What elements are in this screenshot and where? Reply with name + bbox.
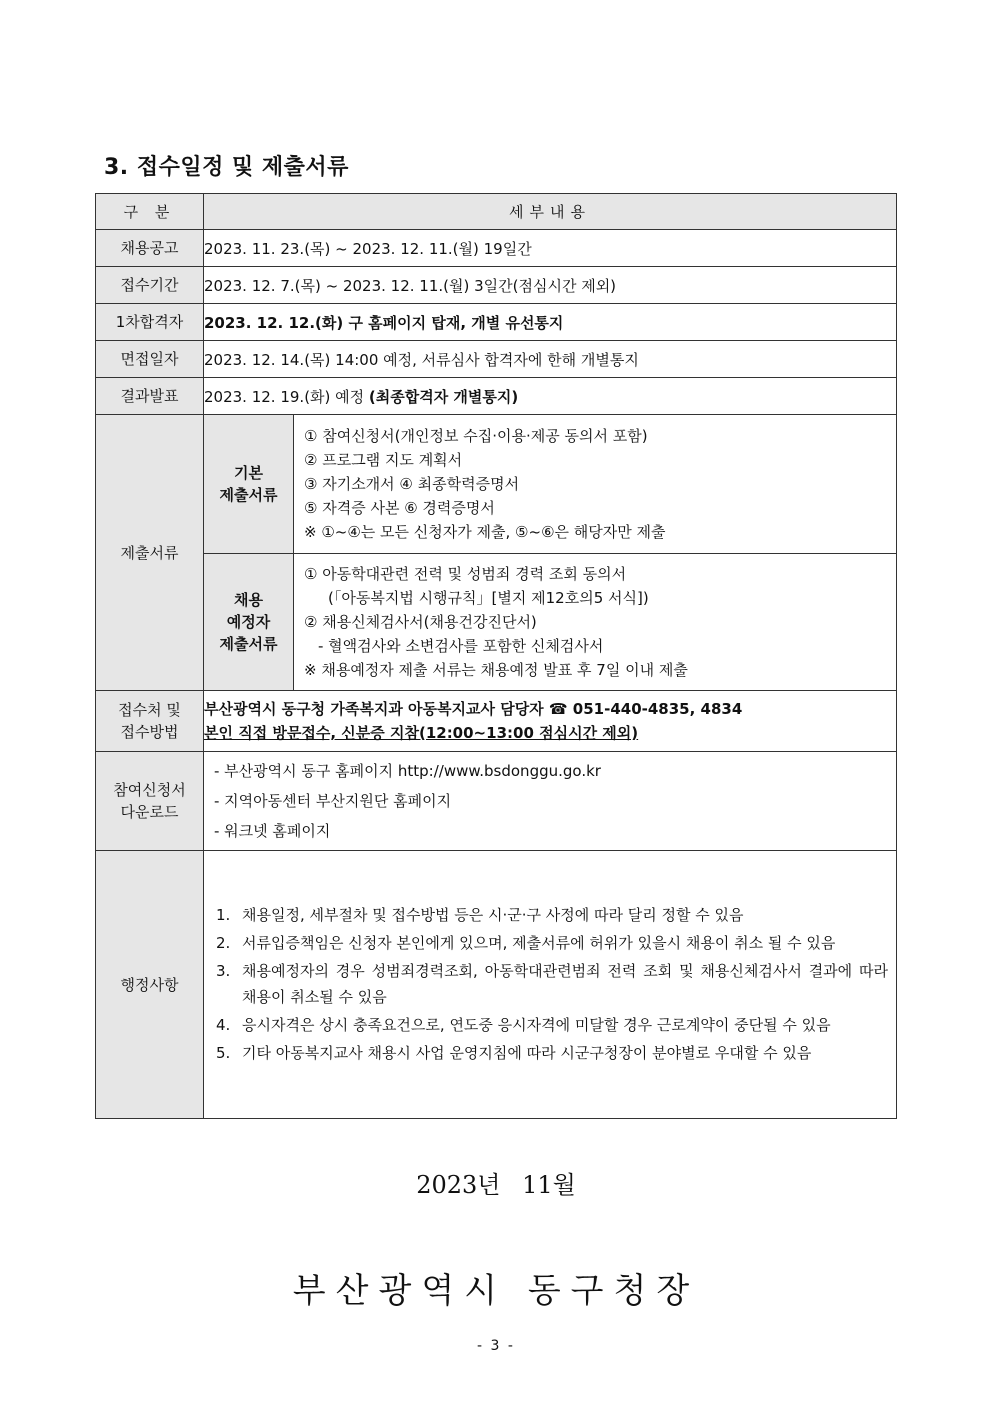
label-prospective-line3: 제출서류 <box>219 635 278 653</box>
label-admin: 행정사항 <box>96 851 204 1119</box>
row-download <box>96 752 897 851</box>
label-basic-documents <box>204 415 294 554</box>
table-header-row <box>96 194 897 230</box>
value-interview: 2023. 12. 14.(목) 14:00 예정, 서류심사 합격자에 한해 개별통지 <box>204 341 897 378</box>
submission-method: 본인 직접 방문접수, 신분증 지참(12:00~13:00 점심시간 제외) <box>204 724 639 742</box>
document-date: 2023년 11월 <box>416 1171 576 1199</box>
admin-note: 3. 채용예정자의 경우 성범죄경력조회, 아동학대관련범죄 전력 조회 및 채용신체검사서 결과에 따라 채용이 취소될 수 있음 <box>216 961 888 1006</box>
download-item: - 지역아동센터 부산지원단 홈페이지 <box>214 792 452 810</box>
label-recruit-notice: 채용공고 <box>96 230 204 267</box>
result-date-text: 2023. 12. 19.(화) 예정 <box>204 387 369 406</box>
value-recruit-notice: 2023. 11. 23.(목) ~ 2023. 12. 11.(월) 19일간 <box>204 230 897 267</box>
row-basic-documents <box>96 415 897 554</box>
submission-contact: 부산광역시 동구청 가족복지과 아동복지교사 담당자 ☎ 051-440-4835, 4834 <box>204 700 743 718</box>
row-prospective-documents <box>96 554 897 691</box>
header-details: 세부내용 <box>204 194 897 230</box>
label-submission <box>96 691 204 752</box>
prospective-doc-line: ② 채용신체검사서(채용건강진단서) <box>304 613 537 631</box>
label-download-line2: 다운로드 <box>120 803 179 821</box>
admin-note: 4. 응시자격은 상시 충족요건으로, 연도중 응시자격에 미달할 경우 근로계약이 중단될 수 있음 <box>216 1015 831 1034</box>
label-prospective-line1: 채용 <box>234 591 263 609</box>
row-first-pass <box>96 304 897 341</box>
label-documents: 제출서류 <box>96 415 204 691</box>
basic-doc-line: ② 프로그램 지도 계획서 <box>304 451 463 469</box>
basic-doc-note: ※ ①~④는 모든 신청자가 제출, ⑤~⑥은 해당자만 제출 <box>304 523 666 541</box>
row-result <box>96 378 897 415</box>
label-basic-line2: 제출서류 <box>219 486 278 504</box>
label-prospective-documents <box>204 554 294 691</box>
label-basic-line1: 기본 <box>234 464 263 482</box>
schedule-table <box>95 193 897 1119</box>
row-interview <box>96 341 897 378</box>
admin-note: 1. 채용일정, 세부절차 및 접수방법 등은 시·군·구 사정에 따라 달리 정할 수 있음 <box>216 905 744 924</box>
value-application-period: 2023. 12. 7.(목) ~ 2023. 12. 11.(월) 3일간(점심시간 제외) <box>204 267 897 304</box>
basic-doc-line: ⑤ 자격증 사본 ⑥ 경력증명서 <box>304 499 495 517</box>
section-title: 3. 접수일정 및 제출서류 <box>104 155 349 180</box>
page-number: - 3 - <box>477 1338 515 1354</box>
prospective-doc-line: - 혈액검사와 소변검사를 포함한 신체검사서 <box>318 637 604 655</box>
issuing-organization: 부산광역시 동구청장 <box>292 1271 700 1311</box>
value-basic-documents <box>294 415 897 554</box>
label-download <box>96 752 204 851</box>
prospective-doc-line: ① 아동학대관련 전력 및 성범죄 경력 조회 동의서 <box>304 565 627 583</box>
admin-note: 2. 서류입증책임은 신청자 본인에게 있으며, 제출서류에 허위가 있을시 채용이 취소 될 수 있음 <box>216 933 836 952</box>
row-admin <box>96 851 897 1119</box>
download-item: - 워크넷 홈페이지 <box>214 822 331 840</box>
basic-doc-line: ① 참여신청서(개인정보 수집·이용·제공 동의서 포함) <box>304 427 648 445</box>
row-application-period <box>96 267 897 304</box>
value-download <box>204 752 897 851</box>
basic-doc-line: ③ 자기소개서 ④ 최종학력증명서 <box>304 475 520 493</box>
admin-note: 5. 기타 아동복지교사 채용시 사업 운영지침에 따라 시군구청장이 분야별로 우대할 수 있음 <box>216 1043 812 1062</box>
label-prospective-line2: 예정자 <box>226 613 271 631</box>
label-download-line1: 참여신청서 <box>113 781 186 799</box>
row-submission <box>96 691 897 752</box>
label-application-period: 접수기간 <box>96 267 204 304</box>
value-prospective-documents <box>294 554 897 691</box>
label-first-pass: 1차합격자 <box>96 304 204 341</box>
value-result <box>204 378 897 415</box>
row-recruit-notice <box>96 230 897 267</box>
label-submission-line1: 접수처 및 <box>118 701 181 719</box>
label-result: 결과발표 <box>96 378 204 415</box>
value-first-pass: 2023. 12. 12.(화) 구 홈페이지 탑재, 개별 유선통지 <box>204 304 897 341</box>
value-admin <box>204 851 897 1119</box>
label-submission-line2: 접수방법 <box>120 723 179 741</box>
prospective-doc-note: ※ 채용예정자 제출 서류는 채용예정 발표 후 7일 이내 제출 <box>304 661 688 679</box>
prospective-doc-line: (「아동복지법 시행규칙」[별지 제12호의5 서식]) <box>328 589 649 607</box>
value-submission <box>204 691 897 752</box>
label-interview: 면접일자 <box>96 341 204 378</box>
header-category: 구 분 <box>96 194 204 230</box>
result-note-text: (최종합격자 개별통지) <box>368 387 519 406</box>
download-item: - 부산광역시 동구 홈페이지 http://www.bsdonggu.go.kr <box>214 762 601 780</box>
